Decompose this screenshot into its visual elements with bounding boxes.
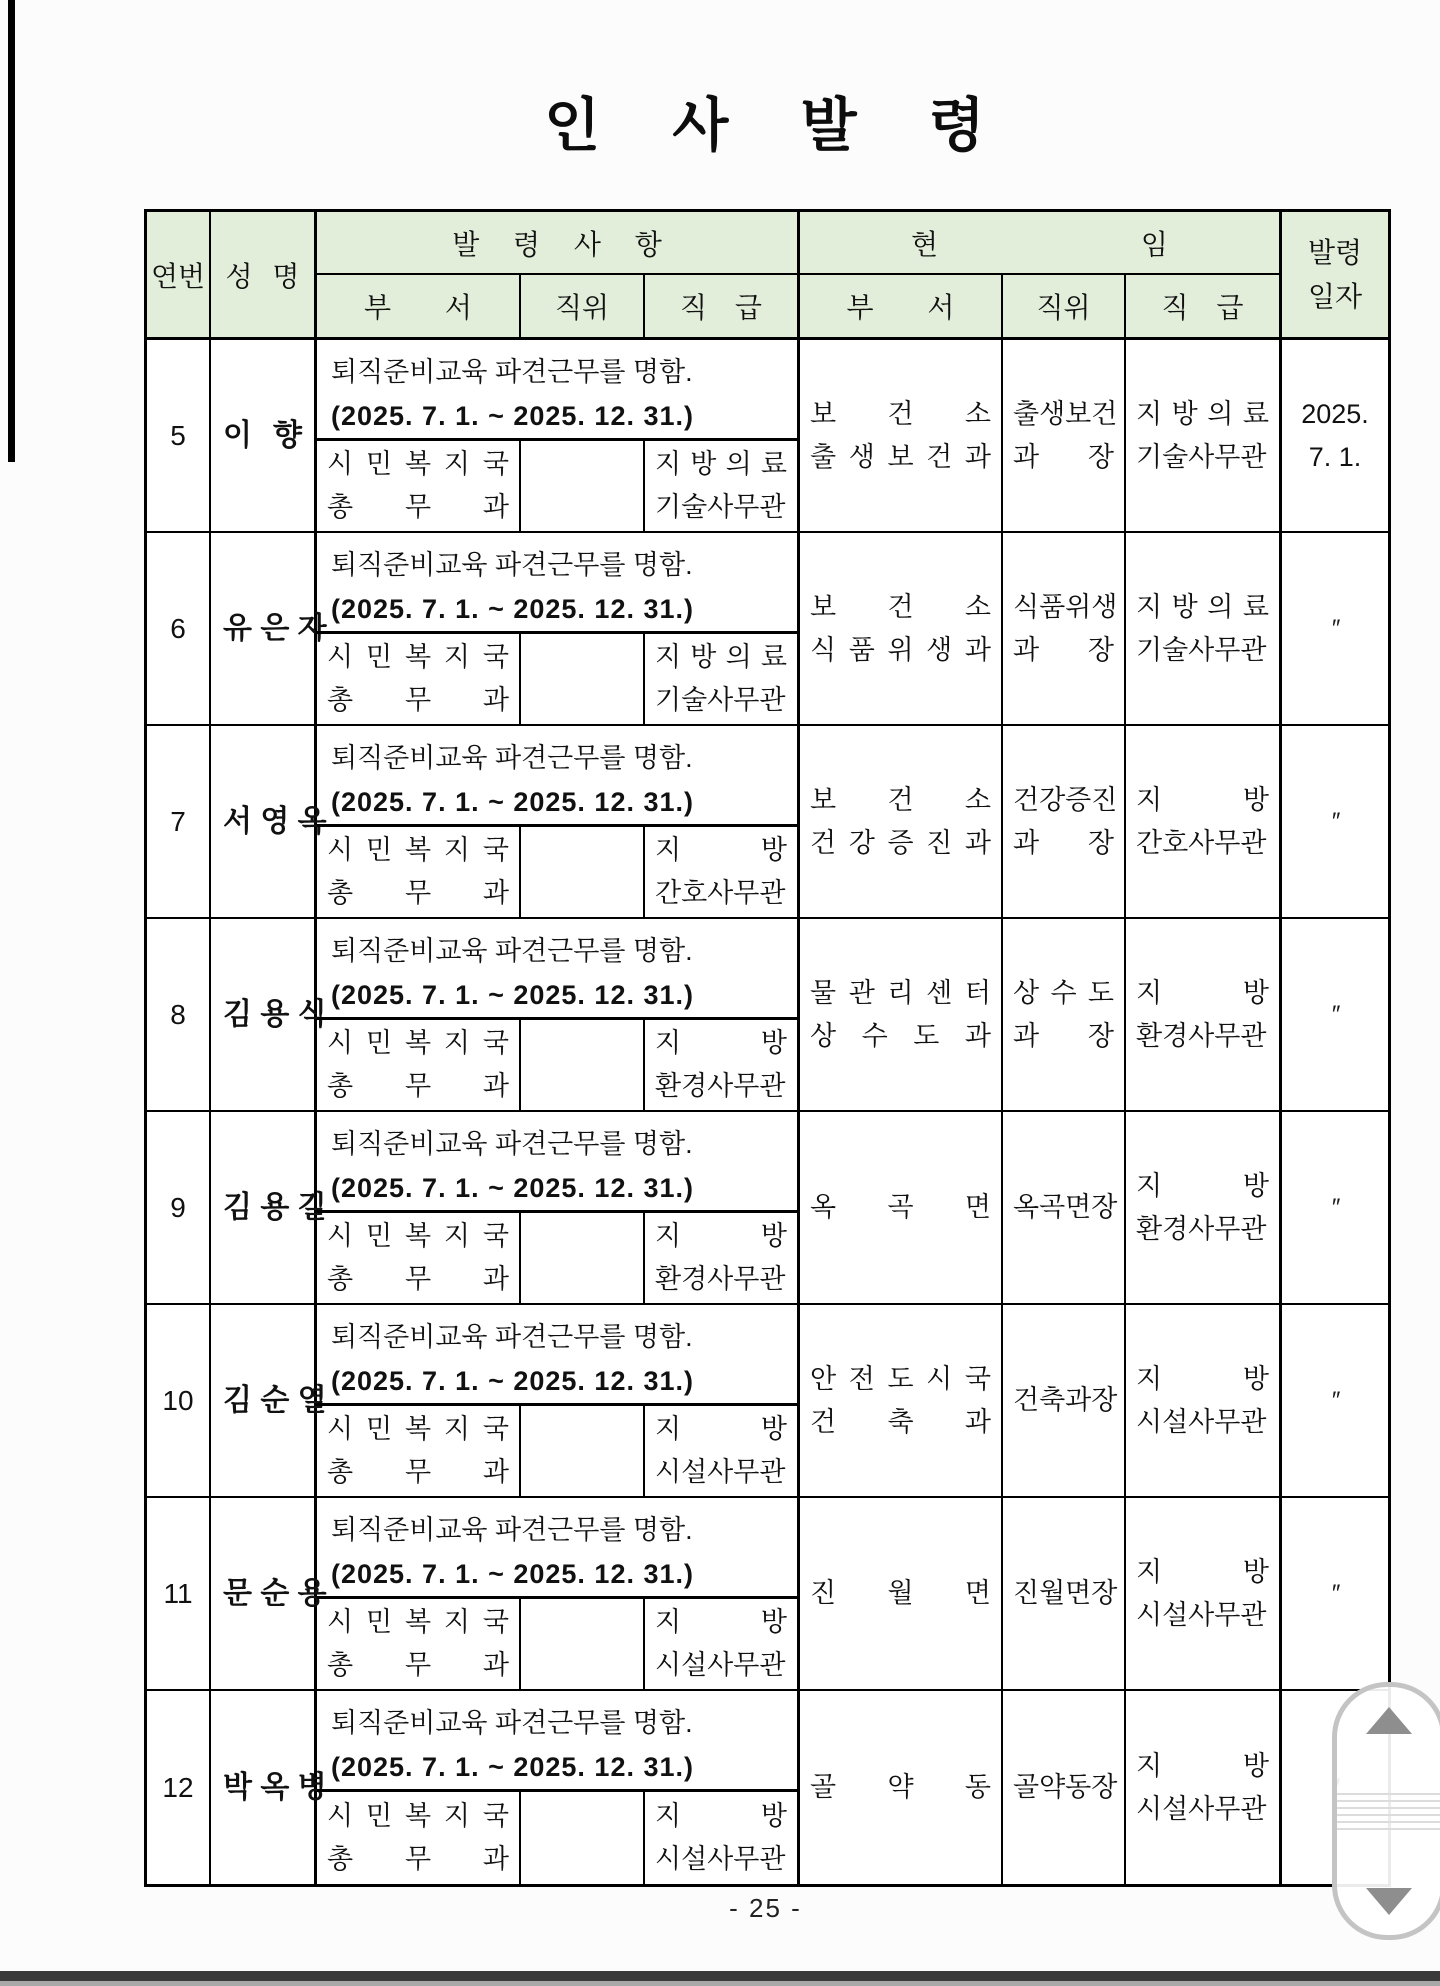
table-row: [147, 1498, 1388, 1691]
order-rank-cell: [645, 441, 797, 531]
cell-line: 시설사무관: [1136, 1793, 1267, 1824]
current-dept-cell: [800, 1112, 1003, 1303]
current-dept-cell: [800, 533, 1003, 724]
order-rank-cell: [645, 634, 797, 724]
cell-line: 지 방 의 료: [1136, 398, 1269, 429]
cell-line: 과 장: [1013, 827, 1114, 858]
date-cell: [1282, 340, 1388, 531]
order-text: 퇴직준비교육 파견근무를 명함.: [331, 550, 693, 580]
cell-line: 시 민 복 지 국: [327, 1028, 509, 1058]
serial-cell: 6: [147, 533, 211, 724]
order-dept-cell: [317, 1792, 521, 1884]
cell-line: 과 장: [1013, 441, 1114, 472]
arrow-down-icon: [1366, 1888, 1412, 1915]
cell-line: 출생보건: [1013, 398, 1118, 429]
order-group-cell: [317, 726, 800, 917]
date-cell: [1282, 1498, 1388, 1689]
order-dept-cell: [317, 827, 521, 917]
current-position-cell: [1003, 340, 1126, 531]
order-group-cell: [317, 1691, 800, 1884]
cell-line: 시설사무관: [655, 1844, 786, 1874]
current-rank-cell: [1126, 533, 1282, 724]
cell-line: 지 방 의 료: [1136, 591, 1269, 622]
order-position-cell: [521, 1792, 645, 1884]
cell-line: 과 장: [1013, 1020, 1114, 1051]
cell-line: 식 품 위 생 과: [810, 634, 991, 665]
date-cell: [1282, 533, 1388, 724]
document-title: 인 사 발 령: [544, 91, 987, 159]
cell-line: ″: [1330, 807, 1340, 835]
cell-line: 건 축 과: [810, 1406, 991, 1437]
person-name: 박 옥 병: [223, 1771, 327, 1804]
cell-line: 건강증진: [1013, 784, 1118, 815]
cell-line: 총 무 과: [327, 1071, 509, 1101]
current-dept-cell: [800, 1691, 1003, 1884]
cell-line: 시 민 복 지 국: [327, 1414, 509, 1444]
cell-line: 옥 곡 면: [810, 1192, 991, 1222]
order-text: 퇴직준비교육 파견근무를 명함.: [331, 1129, 693, 1159]
cell-line: 시설사무관: [655, 1457, 786, 1487]
cell-line: 지 방: [655, 1414, 787, 1444]
order-text-cell: [317, 340, 797, 441]
table-row: [147, 340, 1388, 533]
header-group-order: [317, 212, 800, 337]
cell-line: 환경사무관: [655, 1071, 786, 1101]
cell-line: 시설사무관: [1136, 1406, 1267, 1437]
serial-cell: 11: [147, 1498, 211, 1689]
cell-line: 시 민 복 지 국: [327, 449, 509, 479]
cell-line: 시 민 복 지 국: [327, 1801, 509, 1831]
name-cell: [211, 1305, 327, 1496]
cell-line: 지 방: [1136, 784, 1269, 815]
cell-line: 지 방: [655, 1221, 787, 1251]
cell-line: 시 민 복 지 국: [327, 1607, 509, 1637]
table-header: [147, 212, 1388, 340]
cell-line: 총 무 과: [327, 1844, 509, 1874]
cell-line: 골 약 동: [810, 1772, 991, 1802]
cell-line: ″: [1330, 614, 1340, 642]
cell-line: 지 방: [655, 1801, 787, 1831]
header-group-order-label: 발 령 사 항: [317, 212, 797, 275]
serial-cell: 7: [147, 726, 211, 917]
cell-line: 옥곡면장: [1013, 1192, 1118, 1222]
cell-line: 상 수 도 과: [810, 1020, 991, 1051]
order-position-cell: [521, 1599, 645, 1689]
order-rank-cell: [645, 1599, 797, 1689]
cell-line: 물 관 리 센 터: [810, 977, 991, 1008]
order-group-cell: [317, 340, 800, 531]
cell-line: 지 방: [1136, 1170, 1269, 1201]
cell-line: 보 건 소: [810, 398, 991, 429]
order-text-cell: [317, 1112, 797, 1213]
cell-line: 간호사무관: [655, 878, 786, 908]
page-number: - 25 -: [729, 1893, 802, 1923]
current-rank-cell: [1126, 1691, 1282, 1884]
cell-line: 환경사무관: [1136, 1213, 1267, 1244]
scroll-down-button[interactable]: [1337, 1888, 1440, 1915]
personnel-table: [144, 209, 1391, 1887]
cell-line: 간호사무관: [1136, 827, 1267, 858]
cell-line: 환경사무관: [1136, 1020, 1267, 1051]
person-name: 서 영 옥: [223, 805, 327, 838]
person-name: 김 용 길: [223, 1191, 327, 1224]
order-rank-cell: [645, 827, 797, 917]
header-name: 성 명: [211, 212, 317, 337]
cell-line: 총 무 과: [327, 492, 509, 522]
cell-line: 기술사무관: [1136, 441, 1267, 472]
current-dept-cell: [800, 340, 1003, 531]
cell-line: 식품위생: [1013, 591, 1118, 622]
current-position-cell: [1003, 533, 1126, 724]
order-position-cell: [521, 441, 645, 531]
order-dept-cell: [317, 441, 521, 531]
scroll-widget: [1332, 1682, 1440, 1940]
current-position-cell: [1003, 1305, 1126, 1496]
date-cell: [1282, 726, 1388, 917]
cell-line: 골약동장: [1013, 1772, 1118, 1802]
cell-line: 지 방 의 료: [655, 642, 787, 672]
arrow-up-icon: [1366, 1707, 1412, 1734]
viewer-bottom-edge: [0, 1981, 1440, 1986]
order-dept-cell: [317, 1406, 521, 1496]
header-serial: 연번: [147, 212, 211, 337]
current-position-cell: [1003, 1691, 1126, 1884]
header-order-rank: 직 급: [680, 292, 762, 323]
cell-line: ″: [1330, 1579, 1340, 1607]
header-current-dept: 부 서: [800, 275, 1003, 337]
current-dept-cell: [800, 1498, 1003, 1689]
person-name: 이 향: [223, 419, 302, 452]
cell-line: 진월면장: [1013, 1578, 1118, 1608]
cell-line: 출 생 보 건 과: [810, 441, 991, 472]
table-row: [147, 919, 1388, 1112]
person-name: 김 순 열: [223, 1384, 327, 1417]
date-cell: [1282, 1112, 1388, 1303]
header-order-position: 직위: [521, 275, 645, 337]
cell-line: 건 강 증 진 과: [810, 827, 991, 858]
cell-line: 기술사무관: [655, 492, 786, 522]
order-position-cell: [521, 1020, 645, 1110]
order-text-cell: [317, 726, 797, 827]
current-rank-cell: [1126, 1112, 1282, 1303]
order-text: 퇴직준비교육 파견근무를 명함.: [331, 1708, 693, 1738]
cell-line: 7. 1.: [1308, 441, 1362, 472]
name-cell: [211, 1498, 327, 1689]
name-cell: [211, 1691, 327, 1884]
date-cell: [1282, 1305, 1388, 1496]
header-group-current-label: 현 임: [800, 212, 1279, 275]
current-position-cell: [1003, 1112, 1126, 1303]
serial-cell: 8: [147, 919, 211, 1110]
cell-line: 총 무 과: [327, 685, 509, 715]
order-position-cell: [521, 1213, 645, 1303]
current-position-cell: [1003, 726, 1126, 917]
name-cell: [211, 919, 327, 1110]
cell-line: 지 방: [1136, 977, 1269, 1008]
cell-line: 상 수 도: [1013, 977, 1114, 1008]
order-period: (2025. 7. 1. ~ 2025. 12. 31.): [331, 401, 694, 431]
order-period: (2025. 7. 1. ~ 2025. 12. 31.): [331, 1559, 694, 1589]
order-position-cell: [521, 634, 645, 724]
order-dept-cell: [317, 1213, 521, 1303]
order-period: (2025. 7. 1. ~ 2025. 12. 31.): [331, 594, 694, 624]
order-text: 퇴직준비교육 파견근무를 명함.: [331, 936, 693, 966]
order-text: 퇴직준비교육 파견근무를 명함.: [331, 1322, 693, 1352]
cell-line: 시 민 복 지 국: [327, 835, 509, 865]
name-cell: [211, 726, 327, 917]
cell-line: 과 장: [1013, 634, 1114, 665]
current-rank-cell: [1126, 919, 1282, 1110]
order-text-cell: [317, 1691, 797, 1792]
header-current-position: 직위: [1003, 275, 1126, 337]
header-date-line2: 일자: [1307, 280, 1363, 312]
order-period: (2025. 7. 1. ~ 2025. 12. 31.): [331, 1366, 694, 1396]
current-rank-cell: [1126, 726, 1282, 917]
order-period: (2025. 7. 1. ~ 2025. 12. 31.): [331, 787, 694, 817]
header-current-rank: 직 급: [1161, 292, 1244, 323]
cell-line: 총 무 과: [327, 1264, 509, 1294]
cell-line: 지 방: [655, 1028, 787, 1058]
cell-line: ″: [1330, 1386, 1340, 1414]
order-group-cell: [317, 1498, 800, 1689]
current-dept-cell: [800, 1305, 1003, 1496]
cell-line: 지 방: [1136, 1363, 1269, 1394]
order-text-cell: [317, 1498, 797, 1599]
cell-line: 건축과장: [1013, 1385, 1118, 1415]
table-row: [147, 1112, 1388, 1305]
order-text: 퇴직준비교육 파견근무를 명함.: [331, 1515, 693, 1545]
serial-cell: 12: [147, 1691, 211, 1884]
order-group-cell: [317, 1305, 800, 1496]
page-edge-line: [8, 0, 15, 462]
cell-line: 지 방 의 료: [655, 449, 787, 479]
order-text-cell: [317, 1305, 797, 1406]
cell-line: 2025.: [1301, 398, 1369, 429]
header-group-current: [800, 212, 1282, 337]
name-cell: [211, 340, 317, 531]
order-rank-cell: [645, 1213, 797, 1303]
cell-line: 총 무 과: [327, 1650, 509, 1680]
current-position-cell: [1003, 1498, 1126, 1689]
cell-line: 총 무 과: [327, 1457, 509, 1487]
cell-line: 지 방: [1136, 1750, 1269, 1781]
viewer-bottom-bar: [0, 1971, 1440, 1981]
header-date: [1282, 212, 1388, 337]
order-position-cell: [521, 827, 645, 917]
cell-line: 진 월 면: [810, 1578, 991, 1608]
cell-line: 기술사무관: [1136, 634, 1267, 665]
cell-line: 지 방: [655, 1607, 787, 1637]
order-text: 퇴직준비교육 파견근무를 명함.: [331, 357, 693, 387]
order-rank-cell: [645, 1020, 797, 1110]
order-period: (2025. 7. 1. ~ 2025. 12. 31.): [331, 1752, 694, 1782]
serial-cell: 9: [147, 1112, 211, 1303]
order-position-cell: [521, 1406, 645, 1496]
table-row: [147, 1305, 1388, 1498]
order-dept-cell: [317, 634, 521, 724]
cell-line: 지 방: [655, 835, 787, 865]
cell-line: 총 무 과: [327, 878, 509, 908]
name-cell: [211, 1112, 327, 1303]
order-dept-cell: [317, 1599, 521, 1689]
cell-line: 안 전 도 시 국: [810, 1363, 991, 1394]
cell-line: 보 건 소: [810, 784, 991, 815]
header-date-line1: 발령: [1307, 236, 1363, 268]
cell-line: 보 건 소: [810, 591, 991, 622]
cell-line: ″: [1330, 1193, 1340, 1221]
person-name: 문 순 용: [223, 1577, 327, 1610]
cell-line: 시 민 복 지 국: [327, 642, 509, 672]
name-cell: [211, 533, 327, 724]
order-text-cell: [317, 919, 797, 1020]
scroll-up-button[interactable]: [1337, 1707, 1440, 1734]
order-rank-cell: [645, 1406, 797, 1496]
order-group-cell: [317, 533, 800, 724]
cell-line: 시 민 복 지 국: [327, 1221, 509, 1251]
current-rank-cell: [1126, 1305, 1282, 1496]
order-group-cell: [317, 1112, 800, 1303]
cell-line: 기술사무관: [655, 685, 786, 715]
order-period: (2025. 7. 1. ~ 2025. 12. 31.): [331, 1173, 694, 1203]
order-rank-cell: [645, 1792, 797, 1884]
order-dept-cell: [317, 1020, 521, 1110]
order-group-cell: [317, 919, 800, 1110]
header-order-dept: 부 서: [317, 275, 521, 337]
table-row: [147, 1691, 1388, 1884]
serial-cell: 10: [147, 1305, 211, 1496]
table-body: [147, 340, 1388, 1884]
person-name: 김 용 식: [223, 998, 327, 1031]
table-row: [147, 533, 1388, 726]
current-dept-cell: [800, 726, 1003, 917]
cell-line: ″: [1330, 1000, 1340, 1028]
current-rank-cell: [1126, 340, 1282, 531]
order-period: (2025. 7. 1. ~ 2025. 12. 31.): [331, 980, 694, 1010]
person-name: 유 은 자: [223, 612, 327, 645]
cell-line: 시설사무관: [655, 1650, 786, 1680]
current-dept-cell: [800, 919, 1003, 1110]
scroll-grip[interactable]: [1337, 1788, 1440, 1834]
date-cell: [1282, 919, 1388, 1110]
current-rank-cell: [1126, 1498, 1282, 1689]
serial-cell: 5: [147, 340, 211, 531]
order-text-cell: [317, 533, 797, 634]
order-text: 퇴직준비교육 파견근무를 명함.: [331, 743, 693, 773]
cell-line: 지 방: [1136, 1556, 1269, 1587]
table-row: [147, 726, 1388, 919]
current-position-cell: [1003, 919, 1126, 1110]
cell-line: 시설사무관: [1136, 1599, 1267, 1630]
cell-line: 환경사무관: [655, 1264, 786, 1294]
